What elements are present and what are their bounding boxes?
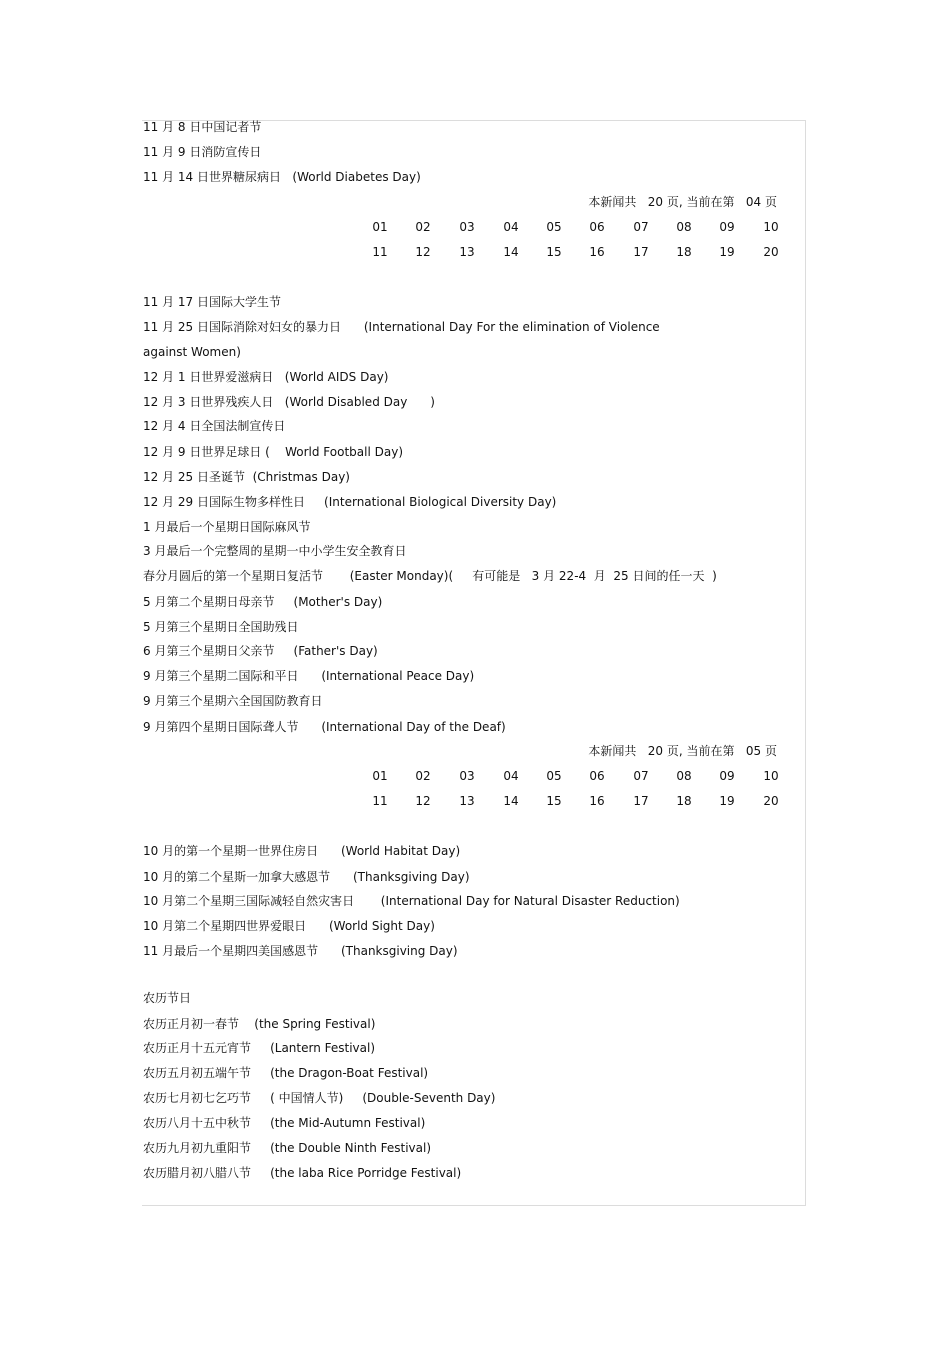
page-link[interactable]: 05: [546, 220, 562, 234]
page-link[interactable]: 18: [676, 794, 692, 808]
text-line: 12 月 3 日世界残疾人日 (World Disabled Day ): [143, 395, 435, 409]
text-line: 12 月 1 日世界爱滋病日 (World AIDS Day): [143, 370, 389, 384]
text-line: 12 月 25 日圣诞节 (Christmas Day): [143, 470, 350, 484]
text-line: 9 月第三个星期六全国国防教育日: [143, 694, 323, 708]
text-line: 农历五月初五端午节 (the Dragon-Boat Festival): [143, 1066, 429, 1080]
page-link[interactable]: 10: [763, 220, 779, 234]
text-line: 12 月 29 日国际生物多样性日 (International Biological Diversity Day): [143, 495, 557, 509]
page-link[interactable]: 09: [719, 769, 735, 783]
text-line: 10 月第二个星期三国际减轻自然灾害日 (International Day for Natural Disaster Reduction): [143, 894, 680, 908]
page-link[interactable]: 08: [676, 220, 692, 234]
text-line: 5 月第二个星期日母亲节 (Mother's Day): [143, 595, 383, 609]
page-link[interactable]: 19: [719, 245, 735, 259]
text-line: 农历七月初七乞巧节 ( 中国情人节) (Double-Seventh Day): [143, 1091, 496, 1105]
page-link[interactable]: 14: [503, 794, 519, 808]
page-link[interactable]: 02: [415, 769, 431, 783]
page-link[interactable]: 11: [372, 245, 388, 259]
text-line: 3 月最后一个完整周的星期一中小学生安全教育日: [143, 544, 407, 558]
page-link[interactable]: 17: [633, 794, 649, 808]
page-link[interactable]: 19: [719, 794, 735, 808]
page-link[interactable]: 06: [589, 769, 605, 783]
page-link[interactable]: 08: [676, 769, 692, 783]
text-line: against Women): [143, 345, 241, 359]
text-line: 农历八月十五中秋节 (the Mid-Autumn Festival): [143, 1116, 426, 1130]
page-link[interactable]: 07: [633, 220, 649, 234]
pager-info: 本新闻共 20 页, 当前在第 04 页: [588, 195, 777, 209]
page-link[interactable]: 15: [546, 794, 562, 808]
page-link[interactable]: 07: [633, 769, 649, 783]
page-link[interactable]: 18: [676, 245, 692, 259]
page-link[interactable]: 13: [459, 794, 475, 808]
page-link[interactable]: 02: [415, 220, 431, 234]
page-link[interactable]: 01: [372, 220, 388, 234]
page-link[interactable]: 16: [589, 794, 605, 808]
page-link[interactable]: 04: [503, 769, 519, 783]
text-line: 11 月最后一个星期四美国感恩节 (Thanksgiving Day): [143, 944, 458, 958]
page-link[interactable]: 01: [372, 769, 388, 783]
page-link[interactable]: 12: [415, 794, 431, 808]
text-line: 农历正月初一春节 (the Spring Festival): [143, 1017, 376, 1031]
page-link[interactable]: 12: [415, 245, 431, 259]
text-line: 12 月 9 日世界足球日 ( World Football Day): [143, 445, 403, 459]
page-link[interactable]: 16: [589, 245, 605, 259]
text-line: 农历九月初九重阳节 (the Double Ninth Festival): [143, 1141, 432, 1155]
page-link[interactable]: 11: [372, 794, 388, 808]
page-link[interactable]: 20: [763, 794, 779, 808]
text-line: 11 月 8 日中国记者节: [143, 120, 262, 134]
pager-info: 本新闻共 20 页, 当前在第 05 页: [588, 744, 777, 758]
text-line: 春分月圆后的第一个星期日复活节 (Easter Monday)( 有可能是 3 月 22-4 月 25 日间的任一天 ): [143, 569, 717, 583]
page-link[interactable]: 15: [546, 245, 562, 259]
page-link[interactable]: 09: [719, 220, 735, 234]
section-title: 农历节日: [143, 991, 192, 1005]
text-line: 10 月的第二个星斯一加拿大感恩节 (Thanksgiving Day): [143, 870, 470, 884]
page-link[interactable]: 10: [763, 769, 779, 783]
text-line: 11 月 9 日消防宣传日: [143, 145, 262, 159]
text-line: 12 月 4 日全国法制宣传日: [143, 419, 286, 433]
text-line: 农历腊月初八腊八节 (the laba Rice Porridge Festival): [143, 1166, 462, 1180]
text-line: 10 月的第一个星期一世界住房日 (World Habitat Day): [143, 844, 461, 858]
text-line: 10 月第二个星期四世界爱眼日 (World Sight Day): [143, 919, 435, 933]
page-link[interactable]: 13: [459, 245, 475, 259]
page-link[interactable]: 03: [459, 769, 475, 783]
page-link[interactable]: 06: [589, 220, 605, 234]
page-link[interactable]: 04: [503, 220, 519, 234]
page-link[interactable]: 14: [503, 245, 519, 259]
text-line: 1 月最后一个星期日国际麻风节: [143, 520, 311, 534]
text-line: 5 月第三个星期日全国助残日: [143, 620, 299, 634]
text-line: 11 月 25 日国际消除对妇女的暴力日 (International Day For the elimination of Violence: [143, 320, 660, 334]
text-line: 11 月 14 日世界糖尿病日 (World Diabetes Day): [143, 170, 421, 184]
text-line: 6 月第三个星期日父亲节 (Father's Day): [143, 644, 378, 658]
page-link[interactable]: 20: [763, 245, 779, 259]
text-line: 11 月 17 日国际大学生节: [143, 295, 281, 309]
text-line: 农历正月十五元宵节 (Lantern Festival): [143, 1041, 376, 1055]
text-line: 9 月第四个星期日国际聋人节 (International Day of the Deaf): [143, 720, 506, 734]
page-link[interactable]: 03: [459, 220, 475, 234]
text-line: 9 月第三个星期二国际和平日 (International Peace Day): [143, 669, 475, 683]
page-link[interactable]: 17: [633, 245, 649, 259]
page-link[interactable]: 05: [546, 769, 562, 783]
